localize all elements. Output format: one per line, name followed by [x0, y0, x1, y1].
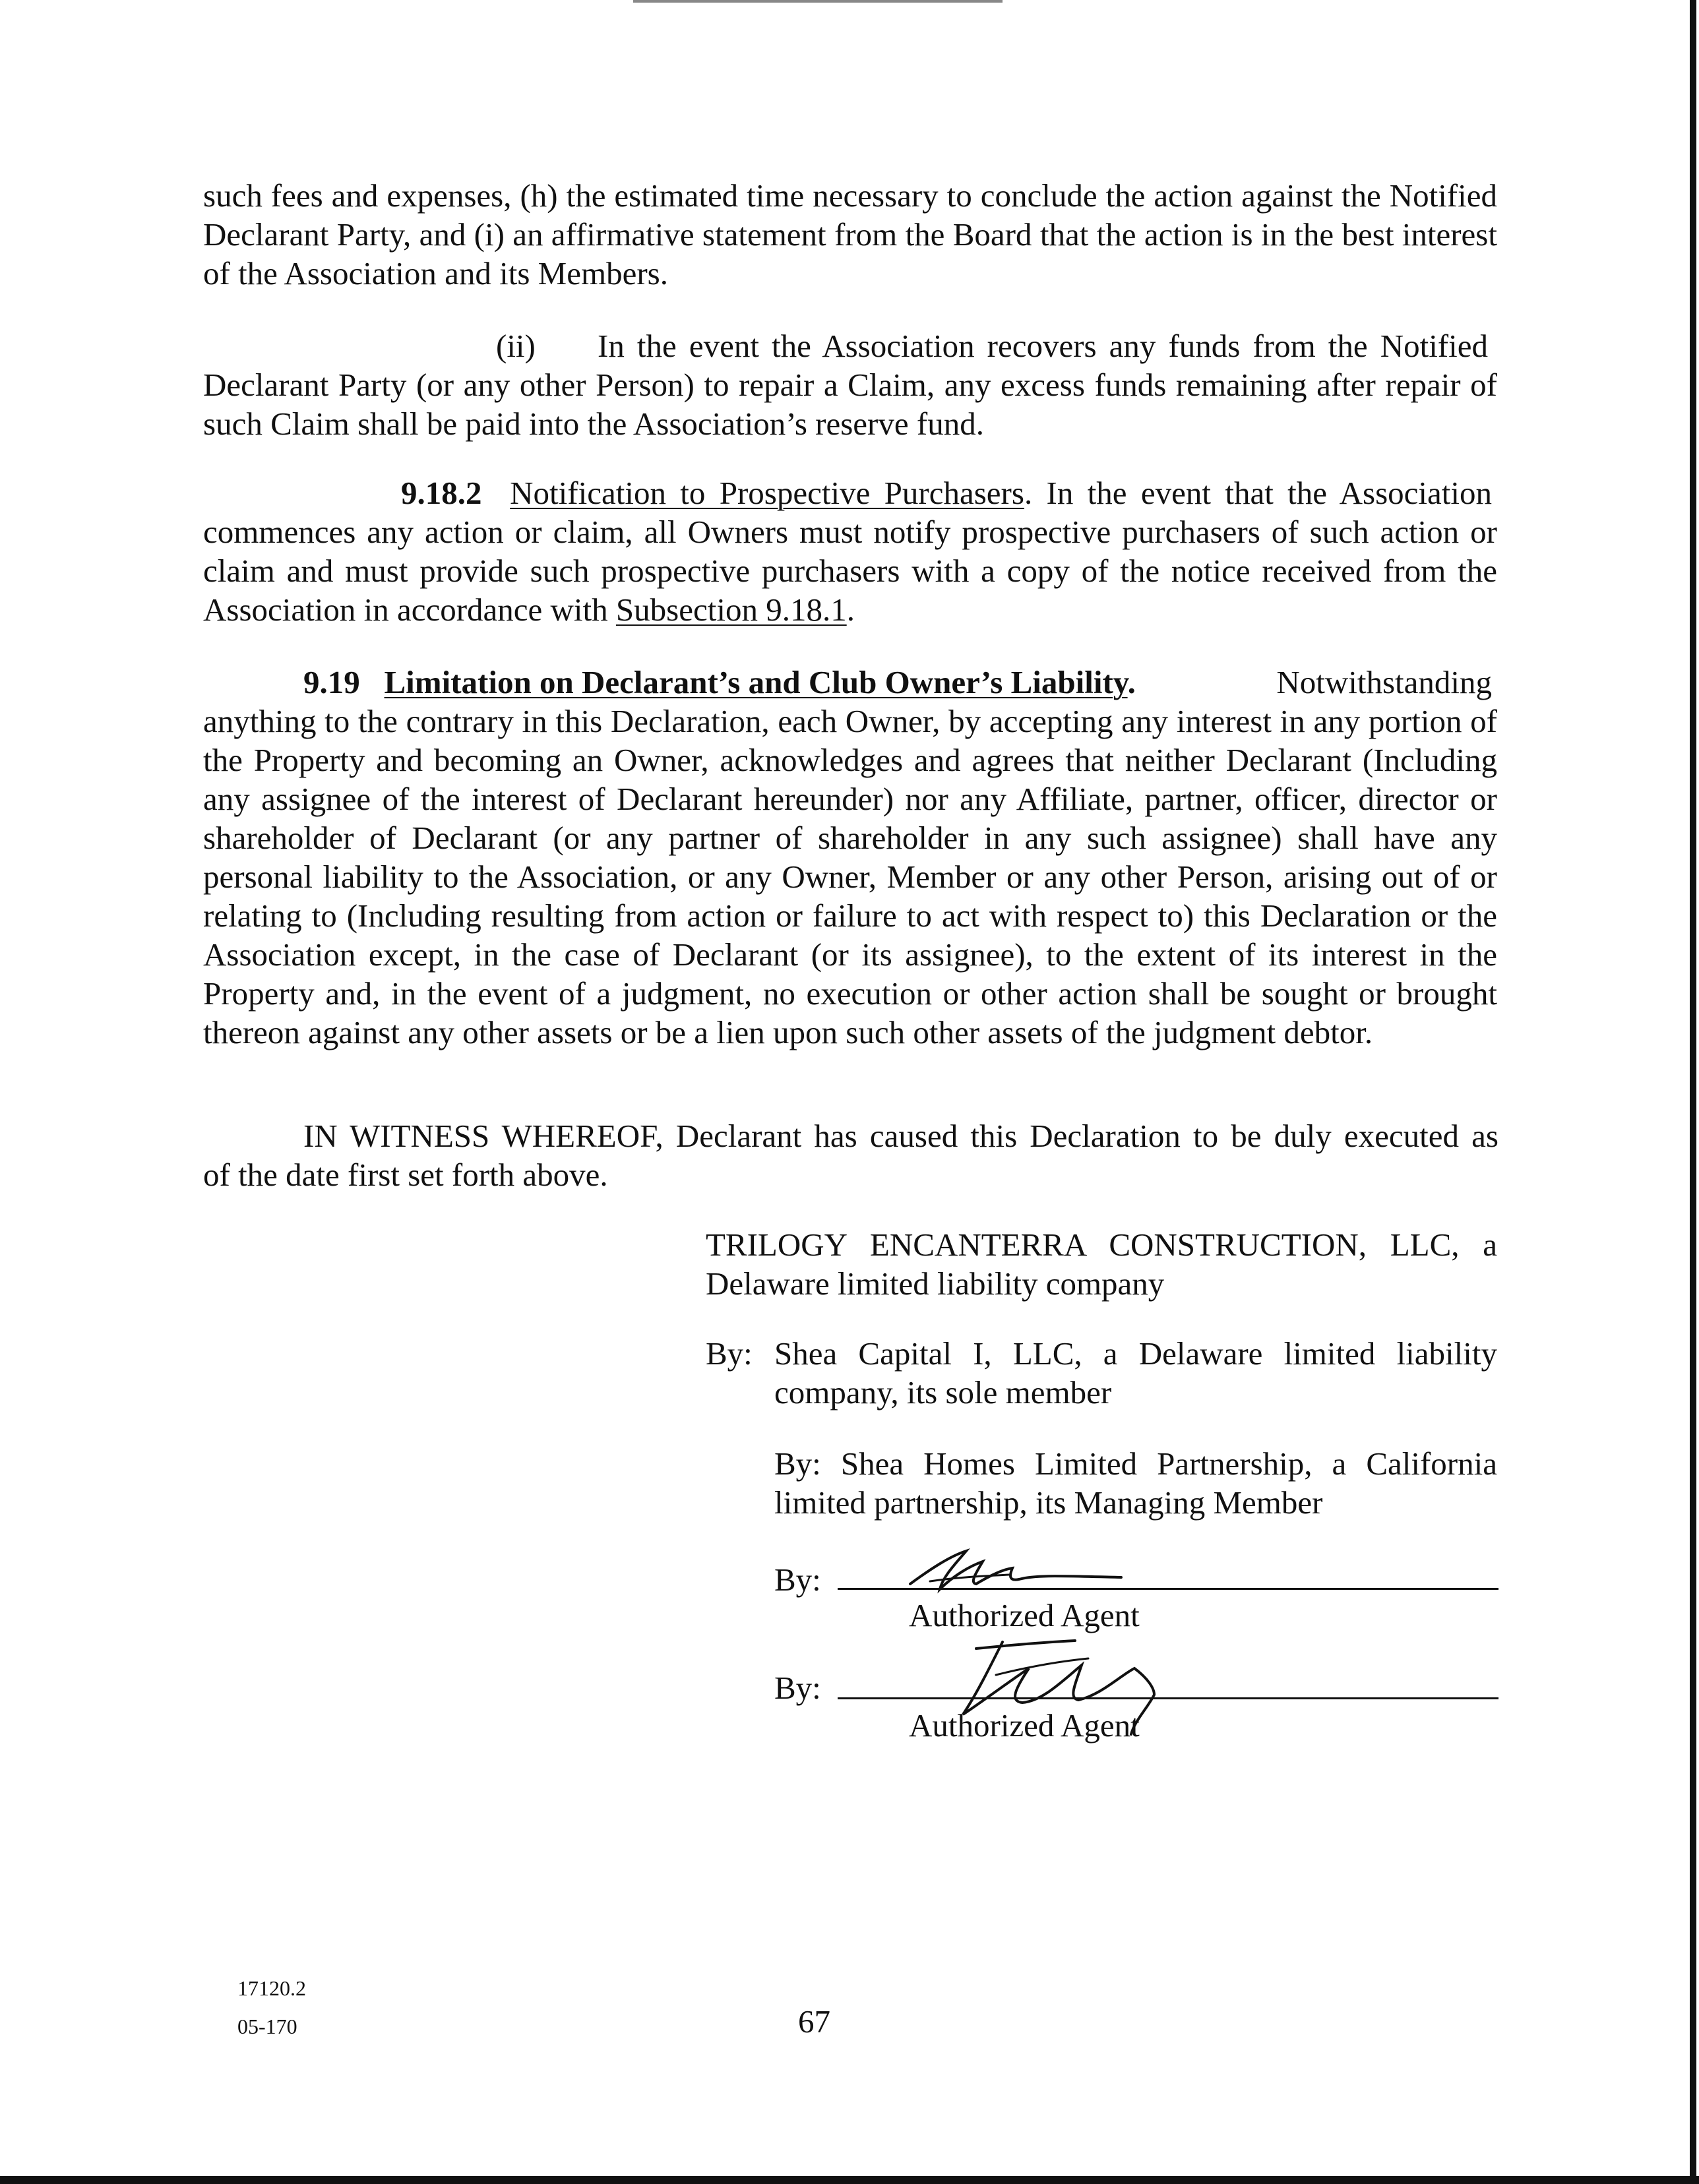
section-9-19-body: anything to the contrary in this Declaration, each Owner, by accepting any interest in any portion of the Property and becoming an Owner, acknowledges and agrees that neither Declarant (Including any assignee of the interest of Declarant hereunder) nor any Affiliate, partner, officer, director or shareholder of Declarant (or any partner of shareholder in any such assignee) shall have any personal liability to the Association, or any Owner, Member or any other Person, arising out of or relating to (Including resulting from action or failure to act with respect to) this Declaration or the Association except, in the case of Declarant (or its assignee), to the extent of its interest in the Property and, in the event of a judgment, no execution or other action shall be sought or brought thereon against any other assets or be a lien upon such other assets of the judgment debtor.: [203, 703, 1497, 1050]
clause-ii-body: Declarant Party (or any other Person) to repair a Claim, any excess funds remaining after repair of such Claim shall be paid into the Association’s reserve fund.: [203, 367, 1497, 442]
section-heading-continuation: Notwithstanding: [1276, 664, 1492, 700]
section-number: 9.19: [303, 664, 360, 700]
scan-edge-right: [1690, 0, 1696, 2184]
section-9-18-2-heading-line: [401, 473, 1492, 512]
document-code: 05-170: [237, 2015, 297, 2038]
sign-line-2-caption: Authorized Agent: [909, 1707, 1140, 1744]
section-9-19-heading-line: [303, 663, 1492, 702]
section-title: Limitation on Declarant’s and Club Owner’s Liability: [384, 664, 1128, 700]
section-body-text: commences any action or claim, all Owners must notify prospective purchasers of such action or claim and must provide such prospective purchasers with a copy of the notice received from the Association in accordance with: [203, 514, 1497, 628]
section-title-dot: .: [1127, 664, 1136, 700]
section-number: 9.18.2: [401, 475, 482, 511]
section-9-18-2-body: [203, 512, 1497, 629]
witness-rest: of the date first set forth above.: [203, 1157, 608, 1193]
page-number: 67: [798, 2003, 830, 2040]
sign-line-1-label: By:: [774, 1562, 821, 1598]
paragraph-continuation: such fees and expenses, (h) the estimated time necessary to conclude the action against the Notified Declarant Party, and (i) an affirmative statement from the Board that the action is in the best interest of the Association and its Members.: [203, 177, 1497, 291]
section-heading-continuation: . In the event that the Association: [1024, 475, 1493, 511]
sign-line-2-label: By:: [774, 1670, 821, 1706]
by-label-1: By:: [706, 1335, 753, 1372]
scan-top-mark: [633, 0, 1003, 3]
by-text-2: By: Shea Homes Limited Partnership, a California limited partnership, its Managing Member: [774, 1445, 1497, 1521]
section-title: Notification to Prospective Purchasers: [510, 475, 1024, 511]
witness-first-line: IN WITNESS WHEREOF, Declarant has caused this Declaration to be duly executed as: [303, 1118, 1498, 1154]
signatory-entity: TRILOGY ENCANTERRA CONSTRUCTION, LLC, a Delaware limited liability company: [706, 1227, 1497, 1302]
sign-line-1-caption: Authorized Agent: [909, 1597, 1140, 1633]
scan-edge-bottom: [0, 2176, 1699, 2184]
subsection-reference: Subsection 9.18.1: [615, 592, 847, 628]
clause-ii-first-line: In the event the Association recovers any funds from the Notified: [598, 328, 1488, 364]
section-end: .: [846, 592, 855, 628]
handwritten-signature-1: [904, 1543, 1181, 1602]
clause-ii-label: (ii): [496, 328, 536, 364]
by-text-1: Shea Capital I, LLC, a Delaware limited liability company, its sole member: [774, 1335, 1497, 1410]
document-number: 17120.2: [237, 1976, 306, 2000]
handwritten-signature-2: [937, 1629, 1214, 1747]
